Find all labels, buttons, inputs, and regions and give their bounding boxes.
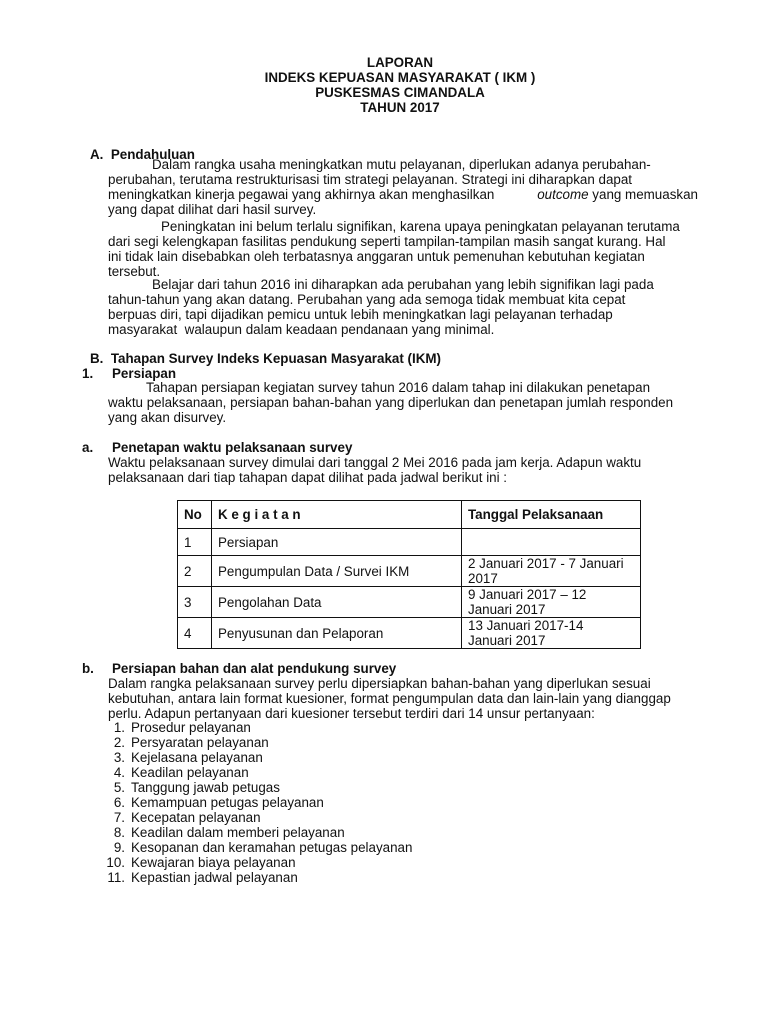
subsection-number: 1. xyxy=(82,366,94,381)
subsection-1-paragraph xyxy=(108,380,698,425)
text-line: Belajar dari tahun 2016 ini diharapkan ada perubahan yang lebih signifikan lagi pada xyxy=(152,277,654,292)
text-line: kebutuhan, antara lain format kuesioner, format pengumpulan data dan lain-lain yang dianggap xyxy=(108,691,671,706)
date-line: 2017 xyxy=(468,571,498,586)
header-kegiatan: K e g i a t a n xyxy=(212,501,462,529)
cell-kegiatan: Pengumpulan Data / Survei IKM xyxy=(212,556,462,587)
item-text: Kesopanan dan keramahan petugas pelayanan xyxy=(131,840,413,855)
text-line: perubahan, terutama restrukturisasi tim strategi pelayanan. Strategi ini diharapkan dapat xyxy=(108,172,633,187)
item-number: 3. xyxy=(113,750,125,765)
italic-word: outcome xyxy=(537,187,589,202)
item-number: 7. xyxy=(113,810,125,825)
subsection-title: Persiapan bahan dan alat pendukung survey xyxy=(112,661,397,676)
subsection-title: Penetapan waktu pelaksanaan survey xyxy=(112,440,353,455)
table-row xyxy=(178,556,641,587)
table-row xyxy=(178,587,641,618)
section-b-heading: B. Tahapan Survey Indeks Kepuasan Masyarakat (IKM) xyxy=(90,351,442,366)
date-line: Januari 2017 xyxy=(468,602,546,617)
text-line: berpuas diri, tapi dijadikan pemicu untuk lebih meningkatkan lagi pelayanan terhadap xyxy=(108,307,613,322)
list-item xyxy=(104,855,412,870)
item-text: Tanggung jawab petugas xyxy=(131,780,280,795)
subsection-a-paragraph xyxy=(108,455,698,485)
item-text: Prosedur pelayanan xyxy=(131,720,251,735)
list-item xyxy=(104,870,412,885)
section-a-heading: A. Pendahuluan xyxy=(90,147,195,162)
item-text: Kecepatan pelayanan xyxy=(131,810,261,825)
text-line: Dalam rangka usaha meningkatkan mutu pelayanan, diperlukan adanya perubahan- xyxy=(152,157,651,172)
title-line-4: TAHUN 2017 xyxy=(360,100,440,115)
text-line: Dalam rangka pelaksanaan survey perlu dipersiapkan bahan-bahan yang diperlukan sesuai xyxy=(108,676,651,691)
list-item xyxy=(104,825,412,840)
text-segment: meningkatkan kinerja pegawai yang akhirnya akan menghasilkan xyxy=(108,187,495,202)
list-item xyxy=(104,840,412,855)
text-line: pelaksanaan dari tiap tahapan dapat dilihat pada jadwal berikut ini : xyxy=(108,470,508,485)
list-item xyxy=(104,735,412,750)
cell-tanggal xyxy=(462,618,641,649)
section-a-paragraph-3 xyxy=(108,277,698,337)
date-line: Januari 2017 xyxy=(468,633,546,648)
header-tanggal: Tanggal Pelaksanaan xyxy=(462,501,641,529)
cell-tanggal xyxy=(462,529,641,556)
subsection-1-heading xyxy=(82,366,176,381)
text-segment xyxy=(537,187,698,202)
text-line xyxy=(108,187,698,202)
list-item xyxy=(104,780,412,795)
subsection-number: a. xyxy=(82,440,94,455)
item-number: 1. xyxy=(113,720,125,735)
subsection-b-heading xyxy=(82,661,396,676)
list-item xyxy=(104,750,412,765)
title-line-3: PUSKESMAS CIMANDALA xyxy=(315,85,485,100)
list-item xyxy=(104,795,412,810)
item-number: 5. xyxy=(113,780,125,795)
item-number: 8. xyxy=(113,825,125,840)
text-line: dari segi kelengkapan fasilitas pendukung seperti tampilan-tampilan masih sangat kurang. Hal xyxy=(108,234,666,249)
text-line: tahun-tahun yang akan datang. Perubahan yang ada semoga tidak membuat kita cepat xyxy=(108,292,626,307)
cell-kegiatan: Penyusunan dan Pelaporan xyxy=(212,618,462,649)
subsection-b-paragraph xyxy=(108,676,698,721)
item-number: 2. xyxy=(113,735,125,750)
table-row xyxy=(178,618,641,649)
subsection-a-heading xyxy=(82,440,352,455)
item-number: 6. xyxy=(113,795,125,810)
text-line: tersebut. xyxy=(108,264,161,279)
header-no: No xyxy=(178,501,212,529)
subsection-title: Persiapan xyxy=(112,366,177,381)
list-item xyxy=(104,810,412,825)
item-number: 4. xyxy=(113,765,125,780)
title-line-1: LAPORAN xyxy=(366,55,434,70)
list-item xyxy=(104,720,412,735)
cell-kegiatan: Pengolahan Data xyxy=(212,587,462,618)
text-line: masyarakat walaupun dalam keadaan pendanaan yang minimal. xyxy=(108,322,495,337)
text-line: yang dapat dilihat dari hasil survey. xyxy=(108,202,317,217)
text-line: ini tidak lain disebabkan oleh terbatasnya anggaran untuk pemenuhan kebutuhan kegiatan xyxy=(108,249,645,264)
table-row xyxy=(178,529,641,556)
cell-tanggal xyxy=(462,587,641,618)
text-line: Peningkatan ini belum terlalu signifikan, karena upaya peningkatan pelayanan terutama xyxy=(161,219,680,234)
cell-no: 4 xyxy=(178,618,212,649)
date-line: 9 Januari 2017 – 12 xyxy=(468,587,587,602)
list-item xyxy=(104,765,412,780)
item-text: Kewajaran biaya pelayanan xyxy=(131,855,296,870)
item-text: Kejelasana pelayanan xyxy=(131,750,263,765)
date-line: 13 Januari 2017-14 xyxy=(468,618,584,633)
cell-no: 1 xyxy=(178,529,212,556)
title-line-2: INDEKS KEPUASAN MASYARAKAT ( IKM ) xyxy=(264,70,536,85)
questionnaire-list xyxy=(104,720,412,885)
text-line: perlu. Adapun pertanyaan dari kuesioner tersebut terdiri dari 14 unsur pertanyaan: xyxy=(108,706,595,721)
item-text: Kemampuan petugas pelayanan xyxy=(131,795,324,810)
date-line: 2 Januari 2017 - 7 Januari xyxy=(468,556,624,571)
table-header-row xyxy=(178,501,641,529)
report-title xyxy=(0,55,768,115)
item-text: Persyaratan pelayanan xyxy=(131,735,269,750)
item-text: Keadilan pelayanan xyxy=(131,765,249,780)
cell-no: 2 xyxy=(178,556,212,587)
schedule-table xyxy=(177,500,641,649)
item-text: Kepastian jadwal pelayanan xyxy=(131,870,298,885)
cell-kegiatan: Persiapan xyxy=(212,529,462,556)
text-line: Waktu pelaksanaan survey dimulai dari tanggal 2 Mei 2016 pada jam kerja. Adapun waktu xyxy=(108,455,642,470)
item-number: 9. xyxy=(113,840,125,855)
subsection-number: b. xyxy=(82,661,94,676)
cell-no: 3 xyxy=(178,587,212,618)
text-line: waktu pelaksanaan, persiapan bahan-bahan yang diperlukan dan penetapan jumlah responden xyxy=(108,395,674,410)
item-number: 11. xyxy=(107,870,125,885)
text-line: yang akan disurvey. xyxy=(108,410,227,425)
text-segment: yang memuaskan xyxy=(592,187,698,202)
item-number: 10. xyxy=(106,855,125,870)
section-a-paragraph-1 xyxy=(108,157,698,217)
section-a-paragraph-2 xyxy=(108,219,698,279)
cell-tanggal xyxy=(462,556,641,587)
text-line: Tahapan persiapan kegiatan survey tahun 2016 dalam tahap ini dilakukan penetapan xyxy=(146,380,651,395)
item-text: Keadilan dalam memberi pelayanan xyxy=(131,825,345,840)
